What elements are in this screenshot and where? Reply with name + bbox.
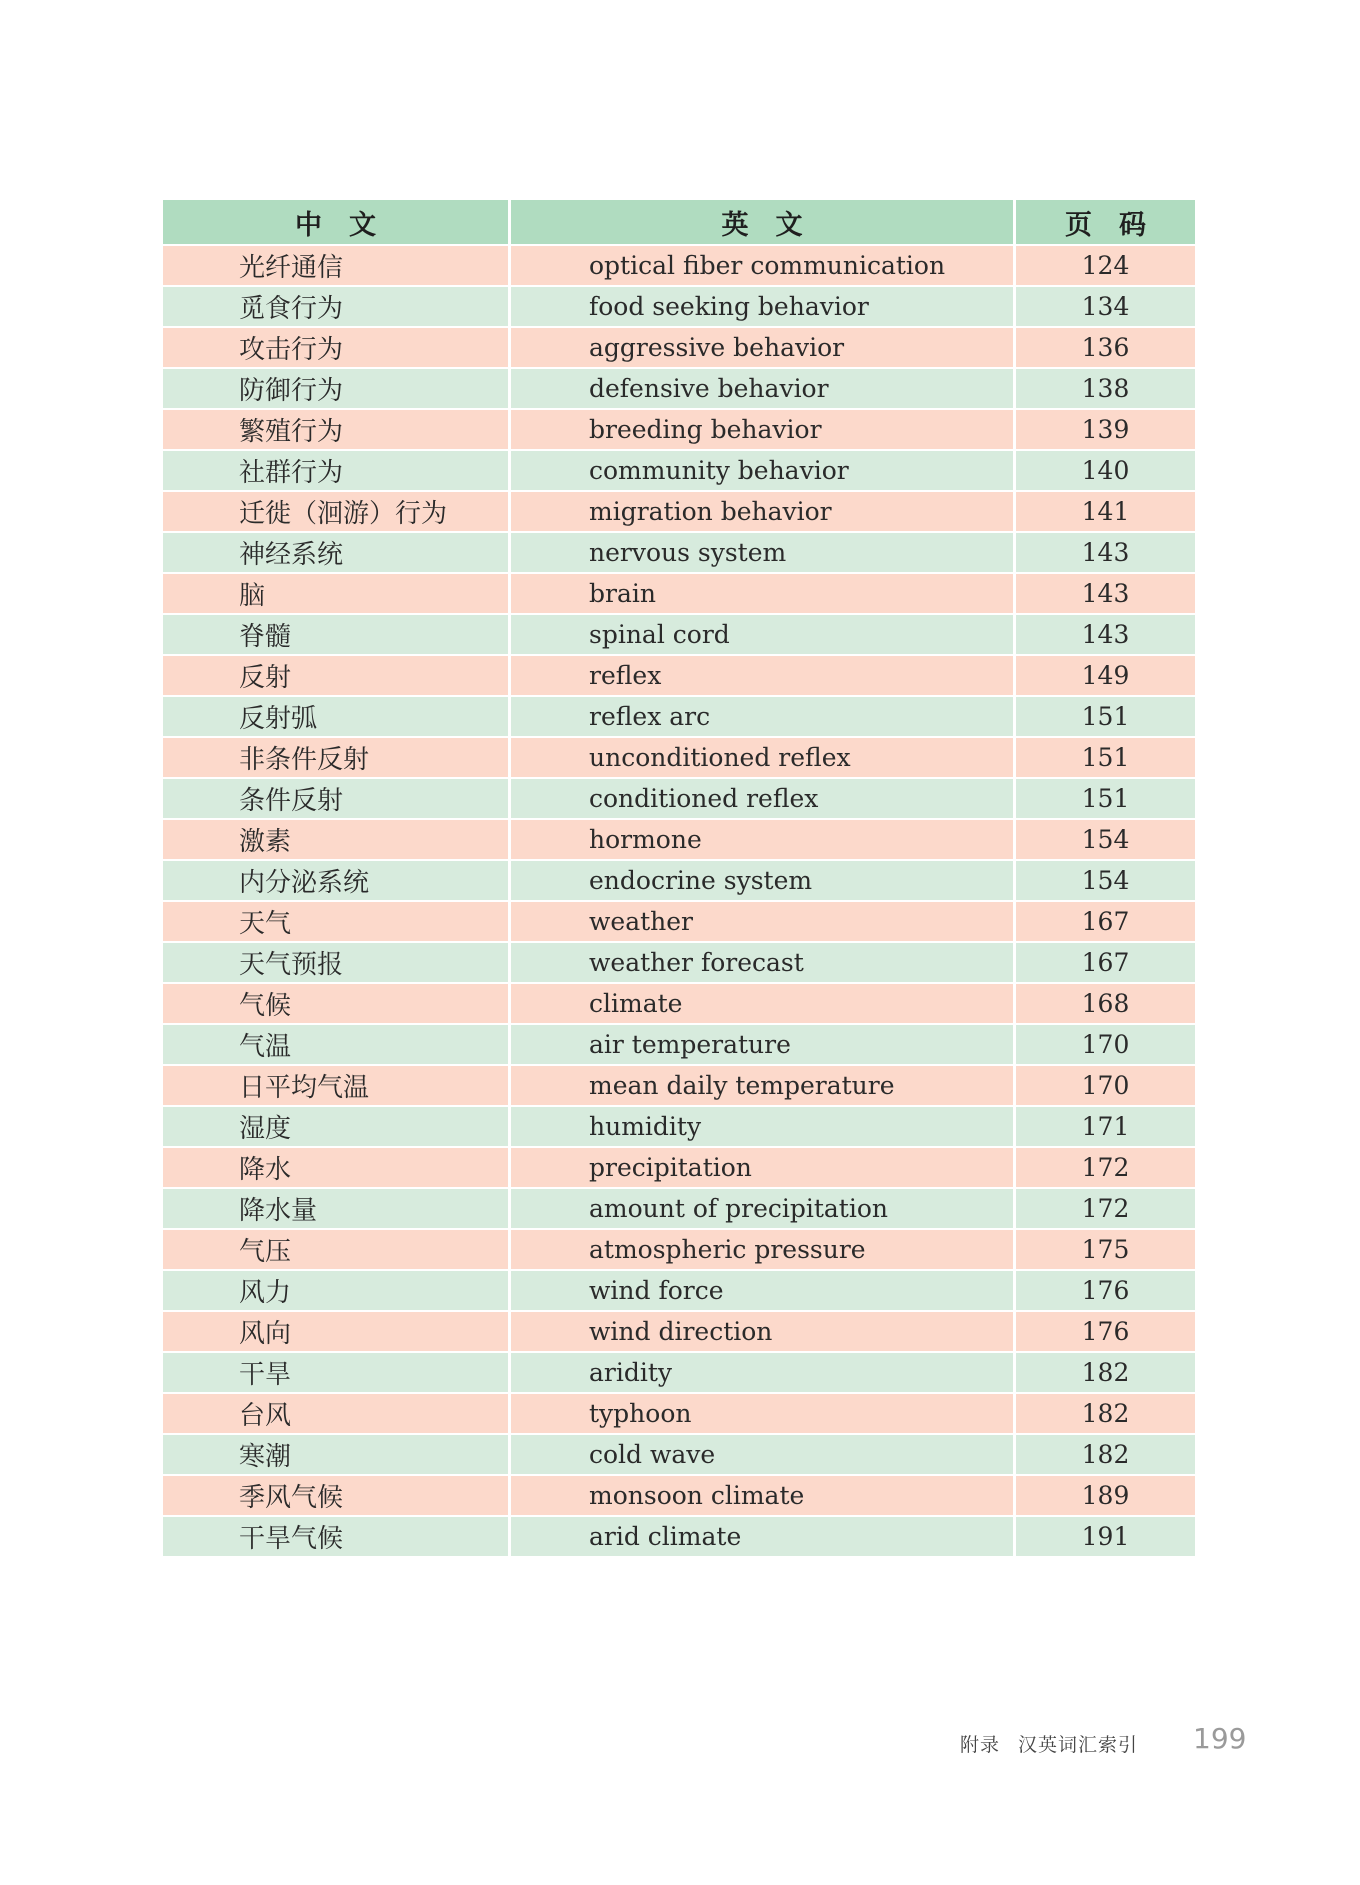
cell-page-number: 138 (1013, 369, 1195, 408)
cell-english-term: hormone (508, 820, 1013, 859)
cell-chinese-term: 日平均气温 (239, 1073, 370, 1103)
table-row (163, 695, 1195, 736)
table-row (163, 1515, 1195, 1556)
cell-english-term: migration behavior (508, 492, 1013, 531)
table-row (163, 1433, 1195, 1474)
cell-english-term: mean daily temperature (508, 1066, 1013, 1105)
cell-page-number: 134 (1013, 287, 1195, 326)
cell-chinese-term: 天气预报 (239, 950, 344, 980)
cell-english-term: defensive behavior (508, 369, 1013, 408)
header-chinese: 中 文 (295, 209, 376, 241)
cell-english-term: weather (508, 902, 1013, 941)
cell-chinese-term: 风力 (239, 1278, 292, 1308)
cell-chinese-term: 降水量 (239, 1196, 318, 1226)
cell-page-number: 140 (1013, 451, 1195, 490)
cell-english-term: precipitation (508, 1148, 1013, 1187)
cell-english-term: unconditioned reflex (508, 738, 1013, 777)
footer-section: 附录 (960, 1734, 1001, 1756)
table-row (163, 367, 1195, 408)
cell-page-number: 154 (1013, 861, 1195, 900)
table-row (163, 736, 1195, 777)
cell-chinese-term: 反射 (239, 663, 292, 693)
cell-chinese-term: 内分泌系统 (239, 868, 370, 898)
cell-page-number: 136 (1013, 328, 1195, 367)
page-footer (0, 1722, 1360, 1762)
cell-chinese-term: 季风气候 (239, 1483, 344, 1513)
cell-english-term: typhoon (508, 1394, 1013, 1433)
cell-english-term: optical fiber communication (508, 246, 1013, 285)
cell-english-term: amount of precipitation (508, 1189, 1013, 1228)
cell-english-term: food seeking behavior (508, 287, 1013, 326)
table-row (163, 449, 1195, 490)
cell-chinese-term: 气候 (239, 991, 292, 1021)
table-row (163, 326, 1195, 367)
cell-english-term: arid climate (508, 1517, 1013, 1556)
table-row (163, 1105, 1195, 1146)
cell-english-term: conditioned reflex (508, 779, 1013, 818)
cell-english-term: spinal cord (508, 615, 1013, 654)
cell-chinese-term: 风向 (239, 1319, 292, 1349)
cell-english-term: breeding behavior (508, 410, 1013, 449)
cell-english-term: reflex (508, 656, 1013, 695)
cell-chinese-term: 神经系统 (239, 540, 344, 570)
cell-page-number: 167 (1013, 943, 1195, 982)
cell-page-number: 182 (1013, 1394, 1195, 1433)
table-row (163, 572, 1195, 613)
table-row (163, 1228, 1195, 1269)
table-row (163, 613, 1195, 654)
footer-label (960, 1730, 1138, 1757)
cell-english-term: weather forecast (508, 943, 1013, 982)
cell-english-term: aridity (508, 1353, 1013, 1392)
table-row (163, 654, 1195, 695)
table-row (163, 900, 1195, 941)
cell-page-number: 151 (1013, 779, 1195, 818)
cell-page-number: 191 (1013, 1517, 1195, 1556)
cell-chinese-term: 脑 (239, 581, 266, 611)
cell-chinese-term: 迁徙（洄游）行为 (239, 499, 448, 529)
table-row (163, 1064, 1195, 1105)
cell-page-number: 143 (1013, 574, 1195, 613)
cell-page-number: 124 (1013, 246, 1195, 285)
table-row (163, 777, 1195, 818)
cell-chinese-term: 激素 (239, 827, 292, 857)
header-english: 英 文 (508, 200, 1013, 244)
page-number: 199 (1193, 1722, 1247, 1755)
cell-page-number: 176 (1013, 1271, 1195, 1310)
table-row (163, 1392, 1195, 1433)
cell-chinese-term: 脊髓 (239, 622, 292, 652)
cell-english-term: atmospheric pressure (508, 1230, 1013, 1269)
cell-english-term: wind force (508, 1271, 1013, 1310)
cell-page-number: 139 (1013, 410, 1195, 449)
cell-english-term: wind direction (508, 1312, 1013, 1351)
cell-chinese-term: 光纤通信 (239, 253, 344, 283)
cell-english-term: monsoon climate (508, 1476, 1013, 1515)
cell-page-number: 141 (1013, 492, 1195, 531)
cell-english-term: brain (508, 574, 1013, 613)
table-row (163, 1187, 1195, 1228)
cell-page-number: 154 (1013, 820, 1195, 859)
table-header (163, 200, 1195, 244)
cell-chinese-term: 气压 (239, 1237, 292, 1267)
cell-english-term: climate (508, 984, 1013, 1023)
table-row (163, 1310, 1195, 1351)
cell-page-number: 171 (1013, 1107, 1195, 1146)
cell-chinese-term: 条件反射 (239, 786, 344, 816)
header-page: 页 码 (1013, 200, 1195, 244)
cell-page-number: 172 (1013, 1148, 1195, 1187)
table-row (163, 1023, 1195, 1064)
table-row (163, 1351, 1195, 1392)
cell-english-term: nervous system (508, 533, 1013, 572)
cell-chinese-term: 社群行为 (239, 458, 344, 488)
cell-page-number: 182 (1013, 1353, 1195, 1392)
cell-chinese-term: 湿度 (239, 1114, 292, 1144)
cell-english-term: reflex arc (508, 697, 1013, 736)
table-row (163, 859, 1195, 900)
cell-page-number: 143 (1013, 615, 1195, 654)
table-row (163, 408, 1195, 449)
cell-english-term: cold wave (508, 1435, 1013, 1474)
cell-page-number: 151 (1013, 697, 1195, 736)
cell-page-number: 189 (1013, 1476, 1195, 1515)
cell-english-term: community behavior (508, 451, 1013, 490)
cell-page-number: 168 (1013, 984, 1195, 1023)
cell-english-term: aggressive behavior (508, 328, 1013, 367)
cell-chinese-term: 防御行为 (239, 376, 344, 406)
footer-title: 汉英词汇索引 (1018, 1734, 1139, 1756)
table-row (163, 244, 1195, 285)
cell-chinese-term: 寒潮 (239, 1442, 292, 1472)
table-row (163, 818, 1195, 859)
cell-chinese-term: 干旱气候 (239, 1524, 344, 1554)
table-row (163, 285, 1195, 326)
cell-page-number: 170 (1013, 1025, 1195, 1064)
cell-chinese-term: 攻击行为 (239, 335, 344, 365)
cell-page-number: 182 (1013, 1435, 1195, 1474)
cell-chinese-term: 干旱 (239, 1360, 292, 1390)
cell-page-number: 170 (1013, 1066, 1195, 1105)
cell-english-term: endocrine system (508, 861, 1013, 900)
cell-page-number: 143 (1013, 533, 1195, 572)
cell-page-number: 149 (1013, 656, 1195, 695)
table-row (163, 531, 1195, 572)
cell-chinese-term: 降水 (239, 1155, 292, 1185)
cell-english-term: air temperature (508, 1025, 1013, 1064)
table-body (163, 244, 1195, 1556)
cell-chinese-term: 非条件反射 (239, 745, 370, 775)
cell-chinese-term: 觅食行为 (239, 294, 344, 324)
cell-english-term: humidity (508, 1107, 1013, 1146)
cell-chinese-term: 天气 (239, 909, 292, 939)
table-row (163, 1146, 1195, 1187)
cell-page-number: 151 (1013, 738, 1195, 777)
glossary-table (163, 200, 1195, 1556)
cell-chinese-term: 反射弧 (239, 704, 318, 734)
cell-page-number: 167 (1013, 902, 1195, 941)
table-row (163, 941, 1195, 982)
cell-chinese-term: 台风 (239, 1401, 292, 1431)
cell-chinese-term: 繁殖行为 (239, 417, 344, 447)
cell-page-number: 175 (1013, 1230, 1195, 1269)
cell-page-number: 172 (1013, 1189, 1195, 1228)
table-row (163, 982, 1195, 1023)
cell-page-number: 176 (1013, 1312, 1195, 1351)
table-row (163, 490, 1195, 531)
table-row (163, 1474, 1195, 1515)
cell-chinese-term: 气温 (239, 1032, 292, 1062)
table-row (163, 1269, 1195, 1310)
